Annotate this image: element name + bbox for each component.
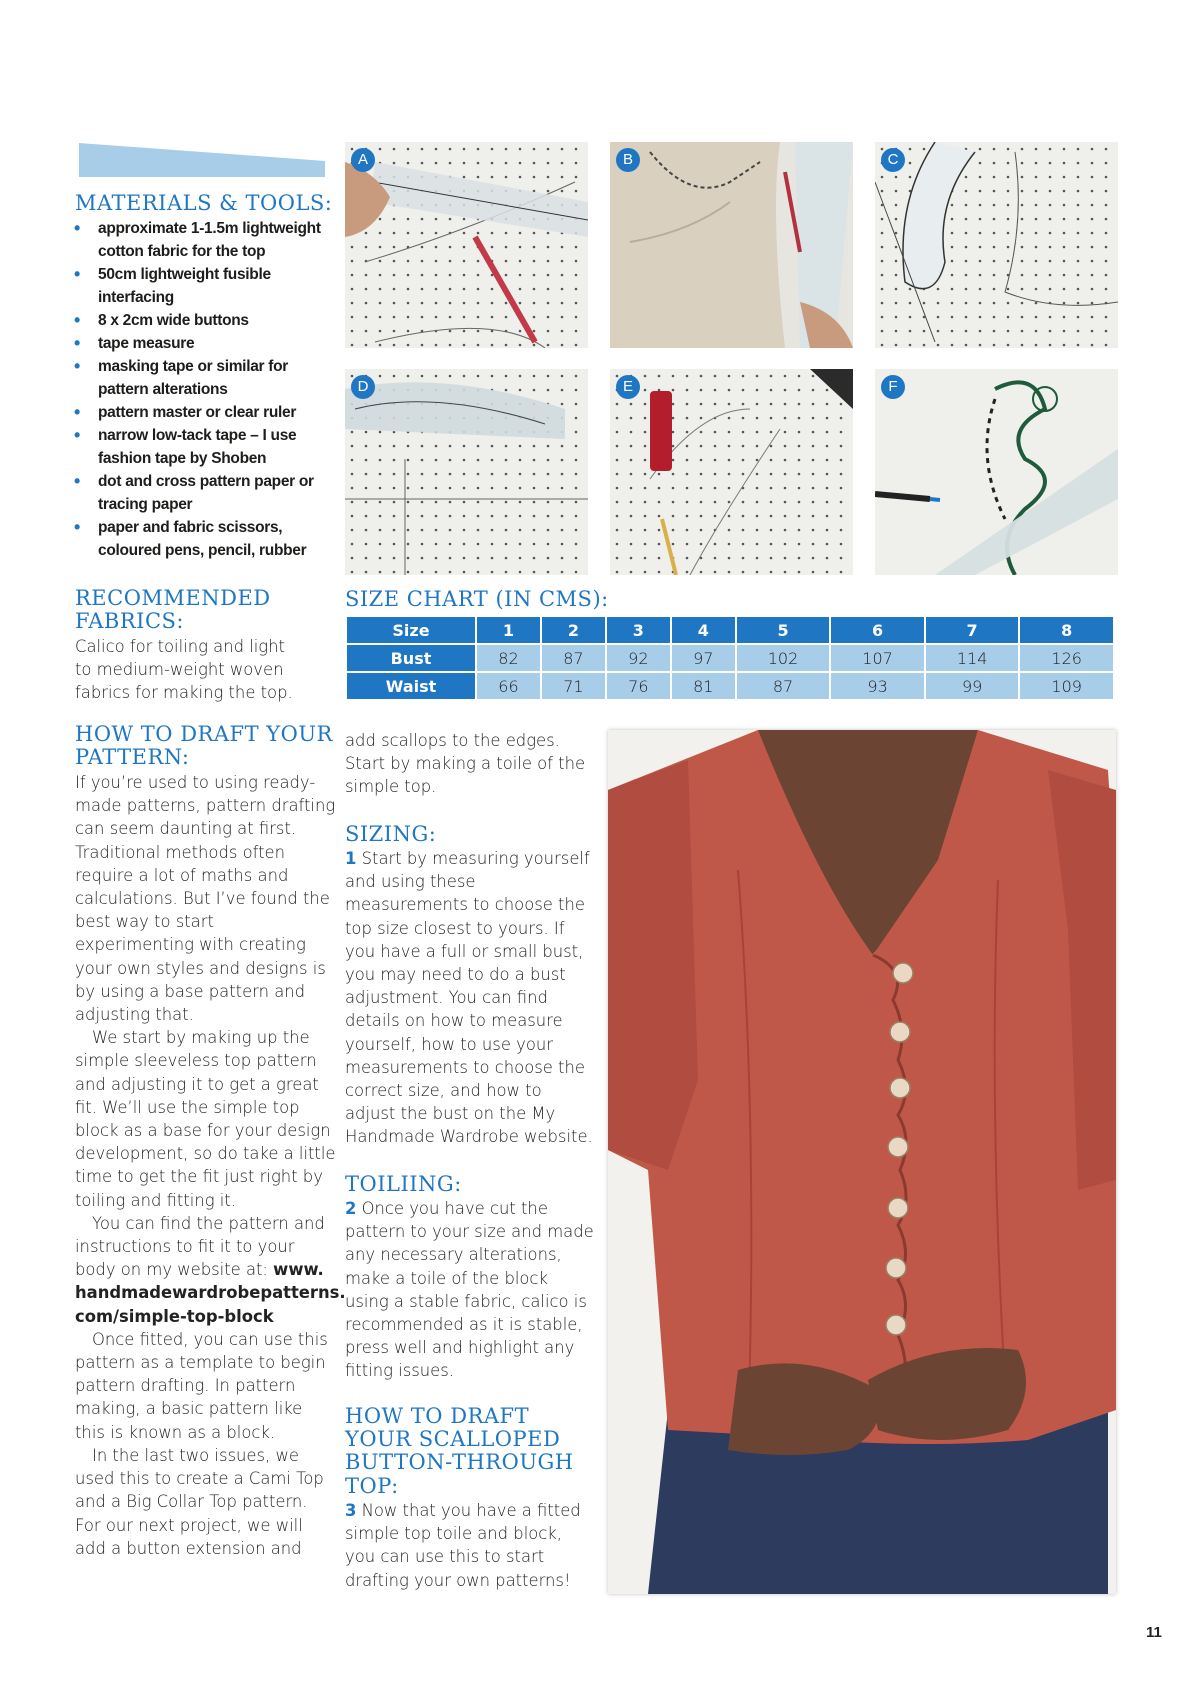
- materials-heading: MATERIALS & TOOLS:: [75, 191, 333, 215]
- step-text: Once you have cut the pattern to your size and made any necessary alterations, make a toile of the block using a stable fabric, calico is recommended as it is stable, press well and highlight any fitting issues.: [345, 1199, 594, 1381]
- table-cell: Waist: [346, 672, 476, 700]
- table-cell: 107: [830, 644, 925, 672]
- sizing-text: [345, 847, 595, 1149]
- table-cell: 87: [736, 672, 831, 700]
- step-number: 2: [345, 1199, 357, 1218]
- table-cell: 71: [541, 672, 606, 700]
- header-banner: [79, 143, 325, 177]
- photo-a: [345, 142, 588, 348]
- fabrics-heading: RECOMMENDED FABRICS:: [75, 586, 271, 633]
- table-cell: Size: [346, 616, 476, 644]
- photo-e: [610, 369, 853, 575]
- table-cell: 92: [606, 644, 671, 672]
- draft-body: [75, 771, 346, 1560]
- photo-label: A: [351, 148, 375, 172]
- table-cell: 114: [925, 644, 1020, 672]
- materials-list: [74, 217, 330, 562]
- draft-continued: add scallops to the edges. Start by making a toile of the simple top.: [345, 731, 586, 797]
- toiling-text: [345, 1197, 595, 1383]
- table-cell: 76: [606, 672, 671, 700]
- table-row: [346, 644, 1114, 672]
- list-item: • paper and fabric scissors, coloured pens, pencil, rubber: [74, 516, 330, 562]
- step-text: Start by measuring yourself and using these measurements to choose the top size closest to yours. If you have a full or small bust, you may need to do a bust adjustment. You can find details on how to measure yourself, how to use your measurements to choose the correct size, and how to adjust the bust on the My Handmade Wardrobe website.: [345, 849, 593, 1147]
- size-chart-heading: SIZE CHART (IN CMS):: [345, 587, 609, 611]
- toiling-heading: TOILIING:: [345, 1172, 462, 1196]
- size-chart-table: [345, 615, 1115, 701]
- table-cell: 97: [671, 644, 736, 672]
- photo-d: [345, 369, 588, 575]
- photo-label: E: [616, 375, 640, 399]
- table-cell: 66: [476, 672, 541, 700]
- list-item: • approximate 1-1.5m lightweight cotton fabric for the top: [74, 217, 330, 263]
- list-item: • masking tape or similar for pattern alterations: [74, 355, 330, 401]
- photo-label: D: [351, 375, 375, 399]
- table-row: [346, 616, 1114, 644]
- paragraph: We start by making up the simple sleeveless top pattern and adjusting it to get a great fit. We’ll use the simple top block as a base for your design development, so do take a little time to get the fit just right by toiling and fitting it.: [75, 1028, 336, 1210]
- photo-b: [610, 142, 853, 348]
- table-cell: 126: [1019, 644, 1114, 672]
- table-cell: 3: [606, 616, 671, 644]
- table-cell: Bust: [346, 644, 476, 672]
- draft-heading: HOW TO DRAFT YOUR PATTERN:: [75, 722, 333, 769]
- photo-label: C: [881, 148, 905, 172]
- table-cell: 102: [736, 644, 831, 672]
- list-item: • pattern master or clear ruler: [74, 401, 330, 424]
- scalloped-top-illustration: [608, 730, 1116, 1594]
- list-item: • narrow low-tack tape – I use fashion tape by Shoben: [74, 424, 330, 470]
- paragraph-text: You can find the pattern and instructions to fit it to your body on my website at:: [75, 1213, 325, 1280]
- fabrics-text: Calico for toiling and light to medium-weight woven fabrics for making the top.: [75, 637, 293, 703]
- table-cell: 82: [476, 644, 541, 672]
- table-cell: 5: [736, 616, 831, 644]
- table-cell: 7: [925, 616, 1020, 644]
- photo-f: [875, 369, 1118, 575]
- table-cell: 2: [541, 616, 606, 644]
- table-cell: 93: [830, 672, 925, 700]
- photo-c: [875, 142, 1118, 348]
- table-cell: 1: [476, 616, 541, 644]
- photo-label: B: [616, 148, 640, 172]
- list-item: • 50cm lightweight fusible interfacing: [74, 263, 330, 309]
- step-text: Now that you have a fitted simple top toile and block, you can use this to start drafting your own patterns!: [345, 1501, 581, 1590]
- table-cell: 8: [1019, 616, 1114, 644]
- table-row: [346, 672, 1114, 700]
- step-number: 1: [345, 849, 357, 868]
- table-cell: 99: [925, 672, 1020, 700]
- list-item: • tape measure: [74, 332, 330, 355]
- step-number: 3: [345, 1501, 357, 1520]
- table-cell: 81: [671, 672, 736, 700]
- paragraph: In the last two issues, we used this to create a Cami Top and a Big Collar Top pattern. For our next project, we will add a button extension and: [75, 1445, 324, 1558]
- list-item: • dot and cross pattern paper or tracing paper: [74, 470, 330, 516]
- scallop-heading: HOW TO DRAFT YOUR SCALLOPED BUTTON-THROUGH TOP:: [345, 1404, 574, 1498]
- main-photo: [608, 730, 1116, 1594]
- table-cell: 109: [1019, 672, 1114, 700]
- sizing-heading: SIZING:: [345, 822, 437, 846]
- photo-label: F: [881, 375, 905, 399]
- table-cell: 4: [671, 616, 736, 644]
- table-cell: 87: [541, 644, 606, 672]
- paragraph: If you’re used to using ready-made patterns, pattern drafting can seem daunting at first. Traditional methods often require a lot of maths and calculations. But I’ve found the best way to start experimenting with creating your own styles and designs is by using a base pattern and adjusting that.: [75, 773, 336, 1025]
- paragraph: [75, 1212, 346, 1328]
- paragraph: Once fitted, you can use this pattern as a template to begin pattern drafting. In pattern making, a basic pattern like this is known as a block.: [75, 1329, 328, 1442]
- website-link[interactable]: www. handmadewardrobepatterns. com/simple-top-block: [75, 1260, 346, 1326]
- table-cell: 6: [830, 616, 925, 644]
- list-item: • 8 x 2cm wide buttons: [74, 309, 330, 332]
- scallop-text: [345, 1499, 595, 1592]
- page-number: 11: [1146, 1624, 1162, 1641]
